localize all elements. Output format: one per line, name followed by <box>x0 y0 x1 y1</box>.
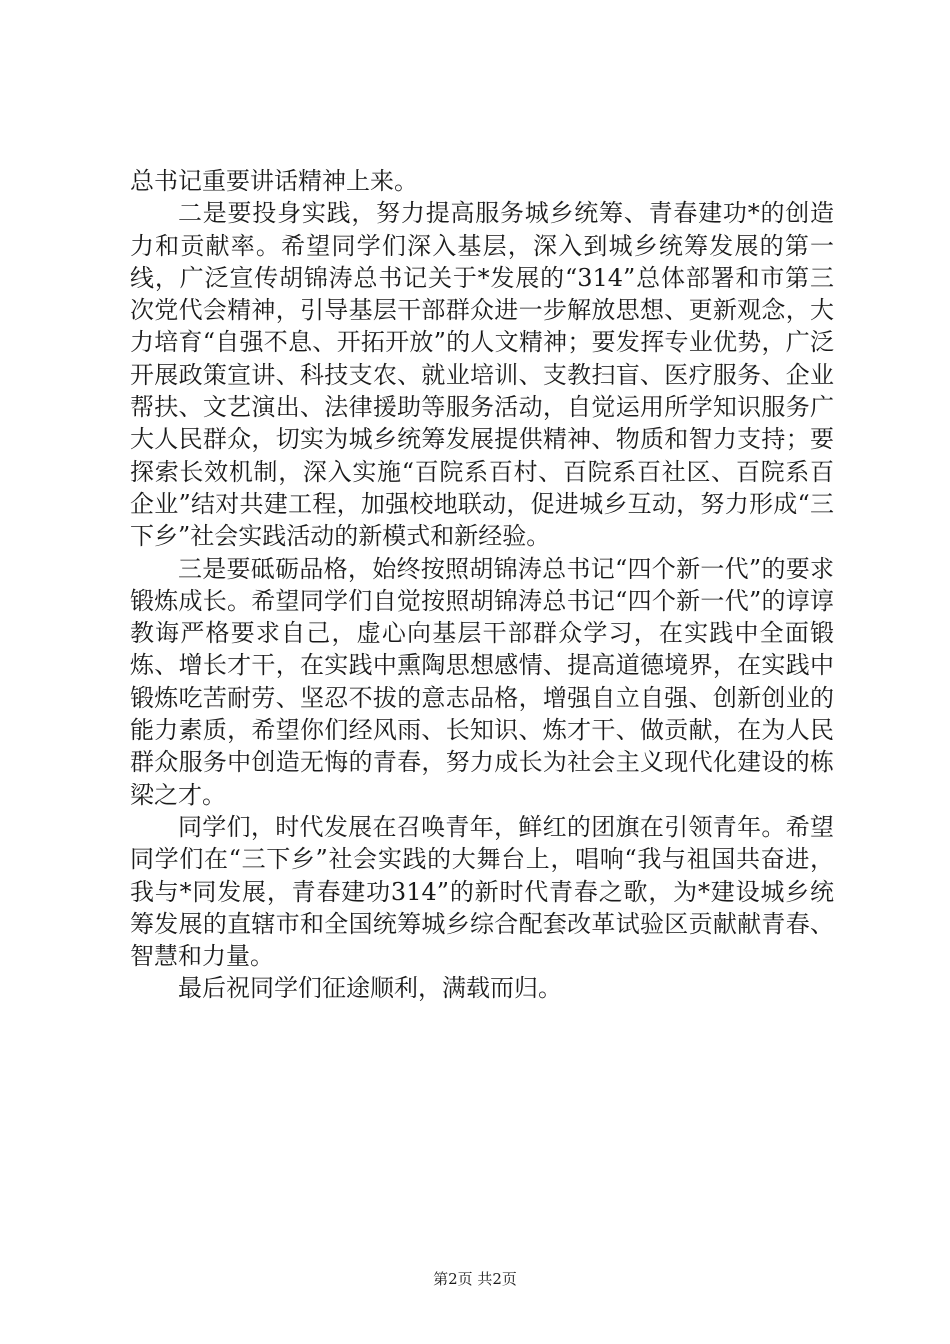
paragraph-2: 二是要投身实践，努力提高服务城乡统筹、青春建功*的创造力和贡献率。希望同学们深入基层，深入到城乡统筹发展的第一线，广泛宣传胡锦涛总书记关于*发展的“314”总体部署和市第三次党代会精神，引导基层干部群众进一步解放思想、更新观念，大力培育“自强不息、开拓开放”的人文精神；要发挥专业优势，广泛开展政策宣讲、科技支农、就业培训、支教扫盲、医疗服务、企业帮扶、文艺演出、法律援助等服务活动，自觉运用所学知识服务广大人民群众，切实为城乡统筹发展提供精神、物质和智力支持；要探索长效机制，深入实施“百院系百村、百院系百社区、百院系百企业”结对共建工程，加强校地联动，促进城乡互动，努力形成“三下乡”社会实践活动的新模式和新经验。 <box>130 199 834 551</box>
paragraph-1: 总书记重要讲话精神上来。 <box>130 167 418 195</box>
paragraph-3: 三是要砥砺品格，始终按照胡锦涛总书记“四个新一代”的要求锻炼成长。希望同学们自觉按照胡锦涛总书记“四个新一代”的谆谆教诲严格要求自己，虚心向基层干部群众学习，在实践中全面锻炼、增长才干，在实践中熏陶思想感情、提高道德境界，在实践中锻炼吃苦耐劳、坚忍不拔的意志品格，增强自立自强、创新创业的能力素质，希望你们经风雨、长知识、炼才干、做贡献，在为人民群众服务中创造无悔的青春，努力成长为社会主义现代化建设的栋梁之才。 <box>130 554 834 809</box>
page-number-footer: 第2页 共2页 <box>433 1270 517 1288</box>
document-body <box>130 165 834 1005</box>
paragraph-4: 同学们，时代发展在召唤青年，鲜红的团旗在引领青年。希望同学们在“三下乡”社会实践的大舞台上，唱响“我与祖国共奋进，我与*同发展，青春建功314”的新时代青春之歌，为*建设城乡统筹发展的直辖市和全国统筹城乡综合配套改革试验区贡献献青春、智慧和力量。 <box>130 812 834 971</box>
paragraph-5: 最后祝同学们征途顺利，满载而归。 <box>178 974 562 1003</box>
